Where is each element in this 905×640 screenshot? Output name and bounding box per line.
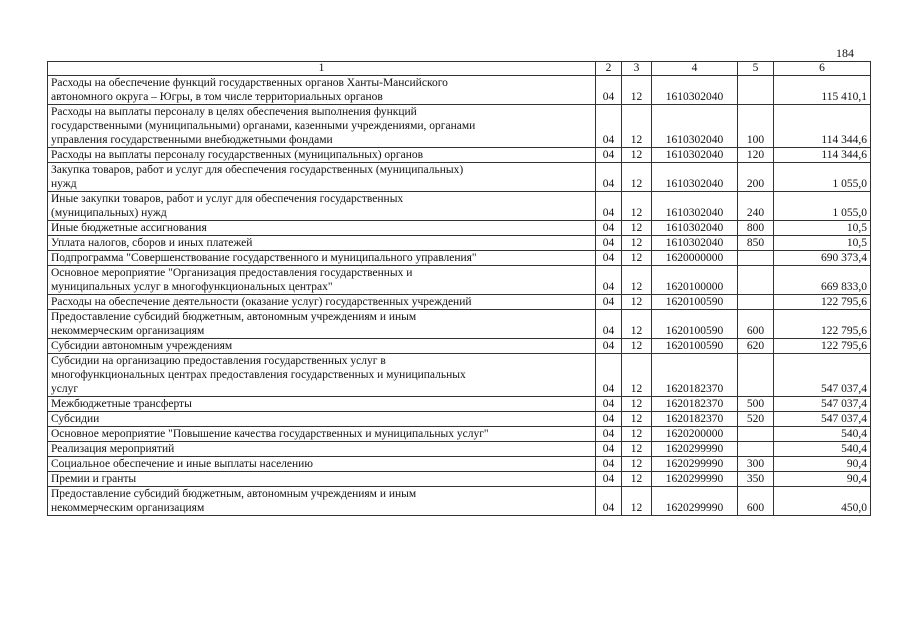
column-header-2: 2: [596, 62, 622, 76]
subsection-cell: 12: [622, 354, 652, 397]
table-row: [48, 266, 871, 295]
amount-cell: 1 055,0: [774, 163, 871, 192]
section-cell: 04: [596, 412, 622, 427]
amount-cell: 450,0: [774, 487, 871, 516]
amount-cell: 669 833,0: [774, 266, 871, 295]
expense-type-cell: [738, 251, 774, 266]
target-article-cell: 1620000000: [652, 251, 738, 266]
table-row: [48, 236, 871, 251]
amount-cell: 10,5: [774, 221, 871, 236]
amount-cell: 90,4: [774, 457, 871, 472]
expense-type-cell: 350: [738, 472, 774, 487]
subsection-cell: 12: [622, 339, 652, 354]
target-article-cell: 1610302040: [652, 148, 738, 163]
target-article-cell: 1620100590: [652, 310, 738, 339]
target-article-cell: 1610302040: [652, 76, 738, 105]
row-name-cell: Иные закупки товаров, работ и услуг для обеспечения государственных (муниципальных) нужд: [48, 192, 596, 221]
section-cell: 04: [596, 251, 622, 266]
expense-type-cell: 300: [738, 457, 774, 472]
row-name-cell: Подпрограмма "Совершенствование государственного и муниципального управления": [48, 251, 596, 266]
target-article-cell: 1620299990: [652, 442, 738, 457]
section-cell: 04: [596, 354, 622, 397]
amount-cell: 122 795,6: [774, 295, 871, 310]
expense-type-cell: 200: [738, 163, 774, 192]
subsection-cell: 12: [622, 397, 652, 412]
table-row: [48, 221, 871, 236]
section-cell: 04: [596, 148, 622, 163]
amount-cell: 10,5: [774, 236, 871, 251]
section-cell: 04: [596, 221, 622, 236]
amount-cell: 90,4: [774, 472, 871, 487]
section-cell: 04: [596, 76, 622, 105]
table-row: [48, 339, 871, 354]
amount-cell: 122 795,6: [774, 339, 871, 354]
subsection-cell: 12: [622, 427, 652, 442]
expense-type-cell: 600: [738, 310, 774, 339]
table-row: [48, 148, 871, 163]
target-article-cell: 1620182370: [652, 397, 738, 412]
table-row: [48, 105, 871, 148]
row-name-cell: Расходы на обеспечение функций государственных органов Ханты-Мансийского автономного округа – Югры, в том числе территориальных органов: [48, 76, 596, 105]
expense-type-cell: 100: [738, 105, 774, 148]
row-name-cell: Иные бюджетные ассигнования: [48, 221, 596, 236]
row-name-cell: Расходы на выплаты персоналу государственных (муниципальных) органов: [48, 148, 596, 163]
section-cell: 04: [596, 427, 622, 442]
section-cell: 04: [596, 442, 622, 457]
target-article-cell: 1620100590: [652, 295, 738, 310]
table-row: [48, 295, 871, 310]
amount-cell: 540,4: [774, 427, 871, 442]
expense-type-cell: 800: [738, 221, 774, 236]
amount-cell: 115 410,1: [774, 76, 871, 105]
row-name-cell: Межбюджетные трансферты: [48, 397, 596, 412]
subsection-cell: 12: [622, 487, 652, 516]
target-article-cell: 1620100000: [652, 266, 738, 295]
target-article-cell: 1620182370: [652, 412, 738, 427]
row-name-cell: Основное мероприятие "Повышение качества государственных и муниципальных услуг": [48, 427, 596, 442]
amount-cell: 540,4: [774, 442, 871, 457]
expense-type-cell: [738, 76, 774, 105]
table-row: [48, 412, 871, 427]
target-article-cell: 1610302040: [652, 236, 738, 251]
expense-type-cell: [738, 266, 774, 295]
column-header-6: 6: [774, 62, 871, 76]
subsection-cell: 12: [622, 76, 652, 105]
amount-cell: 547 037,4: [774, 354, 871, 397]
table-row: [48, 354, 871, 397]
row-name-cell: Премии и гранты: [48, 472, 596, 487]
expense-type-cell: 240: [738, 192, 774, 221]
header-row: [48, 62, 871, 76]
expense-type-cell: 520: [738, 412, 774, 427]
target-article-cell: 1620299990: [652, 472, 738, 487]
subsection-cell: 12: [622, 295, 652, 310]
subsection-cell: 12: [622, 236, 652, 251]
target-article-cell: 1620182370: [652, 354, 738, 397]
section-cell: 04: [596, 295, 622, 310]
target-article-cell: 1610302040: [652, 221, 738, 236]
row-name-cell: Субсидии автономным учреждениям: [48, 339, 596, 354]
expense-type-cell: 850: [738, 236, 774, 251]
section-cell: 04: [596, 192, 622, 221]
section-cell: 04: [596, 236, 622, 251]
column-header-4: 4: [652, 62, 738, 76]
section-cell: 04: [596, 472, 622, 487]
amount-cell: 114 344,6: [774, 148, 871, 163]
table-body: [48, 76, 871, 516]
table-row: [48, 442, 871, 457]
target-article-cell: 1620200000: [652, 427, 738, 442]
row-name-cell: Предоставление субсидий бюджетным, автономным учреждениям и иным некоммерческим организациям: [48, 487, 596, 516]
row-name-cell: Расходы на выплаты персоналу в целях обеспечения выполнения функций государственными (муниципальными) органами, казенными учреждениями, органами управления государственными внебюджетными фондами: [48, 105, 596, 148]
expense-type-cell: [738, 295, 774, 310]
target-article-cell: 1620299990: [652, 487, 738, 516]
section-cell: 04: [596, 457, 622, 472]
subsection-cell: 12: [622, 192, 652, 221]
column-header-3: 3: [622, 62, 652, 76]
amount-cell: 114 344,6: [774, 105, 871, 148]
row-name-cell: Закупка товаров, работ и услуг для обеспечения государственных (муниципальных) нужд: [48, 163, 596, 192]
expense-type-cell: [738, 427, 774, 442]
subsection-cell: 12: [622, 412, 652, 427]
page-number: 184: [836, 46, 854, 60]
section-cell: 04: [596, 105, 622, 148]
table-row: [48, 397, 871, 412]
target-article-cell: 1610302040: [652, 105, 738, 148]
section-cell: 04: [596, 310, 622, 339]
subsection-cell: 12: [622, 457, 652, 472]
table-row: [48, 192, 871, 221]
section-cell: 04: [596, 487, 622, 516]
row-name-cell: Предоставление субсидий бюджетным, автономным учреждениям и иным некоммерческим организациям: [48, 310, 596, 339]
expense-type-cell: [738, 354, 774, 397]
target-article-cell: 1610302040: [652, 163, 738, 192]
amount-cell: 1 055,0: [774, 192, 871, 221]
table-row: [48, 310, 871, 339]
table-row: [48, 163, 871, 192]
row-name-cell: Субсидии на организацию предоставления государственных услуг в многофункциональных центрах предоставления государственных и муниципальных услуг: [48, 354, 596, 397]
row-name-cell: Реализация мероприятий: [48, 442, 596, 457]
row-name-cell: Субсидии: [48, 412, 596, 427]
expense-type-cell: 600: [738, 487, 774, 516]
subsection-cell: 12: [622, 266, 652, 295]
amount-cell: 122 795,6: [774, 310, 871, 339]
expense-type-cell: 120: [738, 148, 774, 163]
expense-type-cell: 620: [738, 339, 774, 354]
amount-cell: 690 373,4: [774, 251, 871, 266]
section-cell: 04: [596, 339, 622, 354]
column-header-5: 5: [738, 62, 774, 76]
section-cell: 04: [596, 266, 622, 295]
amount-cell: 547 037,4: [774, 412, 871, 427]
subsection-cell: 12: [622, 251, 652, 266]
budget-table: [47, 61, 871, 516]
table-row: [48, 457, 871, 472]
subsection-cell: 12: [622, 105, 652, 148]
row-name-cell: Основное мероприятие "Организация предоставления государственных и муниципальных услуг в многофункциональных центрах": [48, 266, 596, 295]
subsection-cell: 12: [622, 310, 652, 339]
target-article-cell: 1610302040: [652, 192, 738, 221]
expense-type-cell: 500: [738, 397, 774, 412]
row-name-cell: Расходы на обеспечение деятельности (оказание услуг) государственных учреждений: [48, 295, 596, 310]
table-row: [48, 76, 871, 105]
row-name-cell: Уплата налогов, сборов и иных платежей: [48, 236, 596, 251]
subsection-cell: 12: [622, 442, 652, 457]
subsection-cell: 12: [622, 472, 652, 487]
subsection-cell: 12: [622, 148, 652, 163]
section-cell: 04: [596, 397, 622, 412]
table-row: [48, 472, 871, 487]
target-article-cell: 1620100590: [652, 339, 738, 354]
table-row: [48, 487, 871, 516]
section-cell: 04: [596, 163, 622, 192]
row-name-cell: Социальное обеспечение и иные выплаты населению: [48, 457, 596, 472]
expense-type-cell: [738, 442, 774, 457]
target-article-cell: 1620299990: [652, 457, 738, 472]
subsection-cell: 12: [622, 163, 652, 192]
amount-cell: 547 037,4: [774, 397, 871, 412]
table-row: [48, 427, 871, 442]
table-row: [48, 251, 871, 266]
column-header-1: 1: [48, 62, 596, 76]
subsection-cell: 12: [622, 221, 652, 236]
